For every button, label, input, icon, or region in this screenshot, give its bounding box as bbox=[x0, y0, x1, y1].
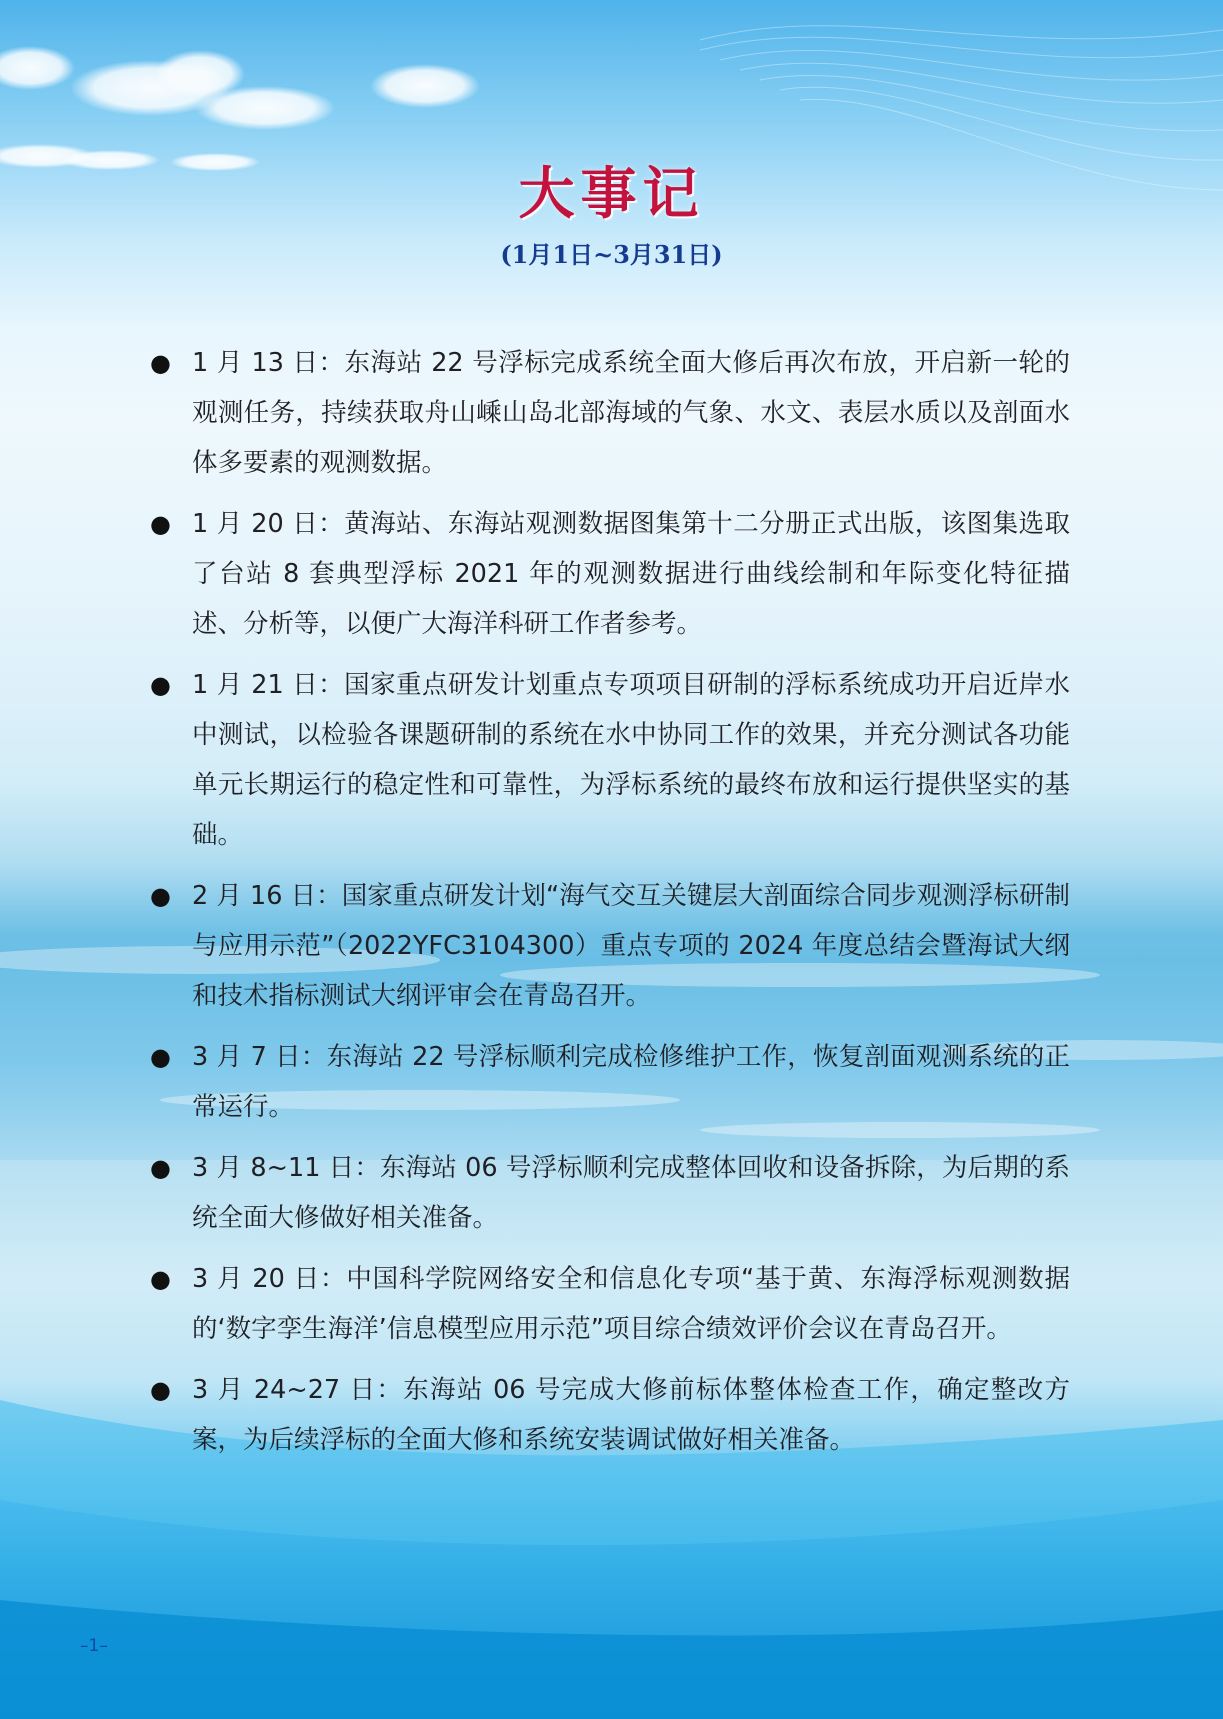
event-item bbox=[150, 1032, 1070, 1132]
event-item bbox=[150, 1365, 1070, 1465]
event-item bbox=[150, 660, 1070, 860]
event-item bbox=[150, 1254, 1070, 1354]
bullet-icon: ● bbox=[150, 1265, 171, 1293]
bullet-icon: ● bbox=[150, 882, 171, 910]
event-text: 3 月 7 日：东海站 22 号浮标顺利完成检修维护工作，恢复剖面观测系统的正常运行。 bbox=[192, 1042, 1070, 1122]
event-text: 3 月 20 日：中国科学院网络安全和信息化专项“基于黄、东海浮标观测数据的‘数字孪生海洋’信息模型应用示范”项目综合绩效评价会议在青岛召开。 bbox=[192, 1264, 1070, 1344]
page-number: –1– bbox=[80, 1636, 108, 1656]
bullet-icon: ● bbox=[150, 1376, 171, 1404]
page-title: 大事记 bbox=[518, 162, 705, 227]
event-text: 1 月 13 日：东海站 22 号浮标完成系统全面大修后再次布放，开启新一轮的观测任务，持续获取舟山嵊山岛北部海域的气象、水文、表层水质以及剖面水体多要素的观测数据。 bbox=[192, 348, 1070, 478]
bullet-icon: ● bbox=[150, 1043, 171, 1071]
event-item bbox=[150, 871, 1070, 1021]
event-item bbox=[150, 1143, 1070, 1243]
bullet-icon: ● bbox=[150, 510, 171, 538]
bullet-icon: ● bbox=[150, 671, 171, 699]
event-text: 3 月 24~27 日：东海站 06 号完成大修前标体整体检查工作，确定整改方案，为后续浮标的全面大修和系统安装调试做好相关准备。 bbox=[192, 1375, 1070, 1455]
event-text: 2 月 16 日：国家重点研发计划“海气交互关键层大剖面综合同步观测浮标研制与应用示范”（2022YFC3104300）重点专项的 2024 年度总结会暨海试大纲和技术指标测试大纲评审会在青岛召开。 bbox=[192, 881, 1070, 1011]
event-text: 3 月 8~11 日：东海站 06 号浮标顺利完成整体回收和设备拆除，为后期的系统全面大修做好相关准备。 bbox=[192, 1153, 1070, 1233]
event-list bbox=[150, 338, 1070, 1476]
event-text: 1 月 20 日：黄海站、东海站观测数据图集第十二分册正式出版，该图集选取了台站 8 套典型浮标 2021 年的观测数据进行曲线绘制和年际变化特征描述、分析等，以便广大海洋科研工作者参考。 bbox=[192, 509, 1070, 639]
date-range-subtitle: (1月1日~3月31日) bbox=[500, 240, 723, 269]
event-text: 1 月 21 日：国家重点研发计划重点专项项目研制的浮标系统成功开启近岸水中测试，以检验各课题研制的系统在水中协同工作的效果，并充分测试各功能单元长期运行的稳定性和可靠性，为浮标系统的最终布放和运行提供坚实的基础。 bbox=[192, 670, 1070, 850]
event-item bbox=[150, 338, 1070, 488]
bullet-icon: ● bbox=[150, 1154, 171, 1182]
event-item bbox=[150, 499, 1070, 649]
bullet-icon: ● bbox=[150, 349, 171, 377]
